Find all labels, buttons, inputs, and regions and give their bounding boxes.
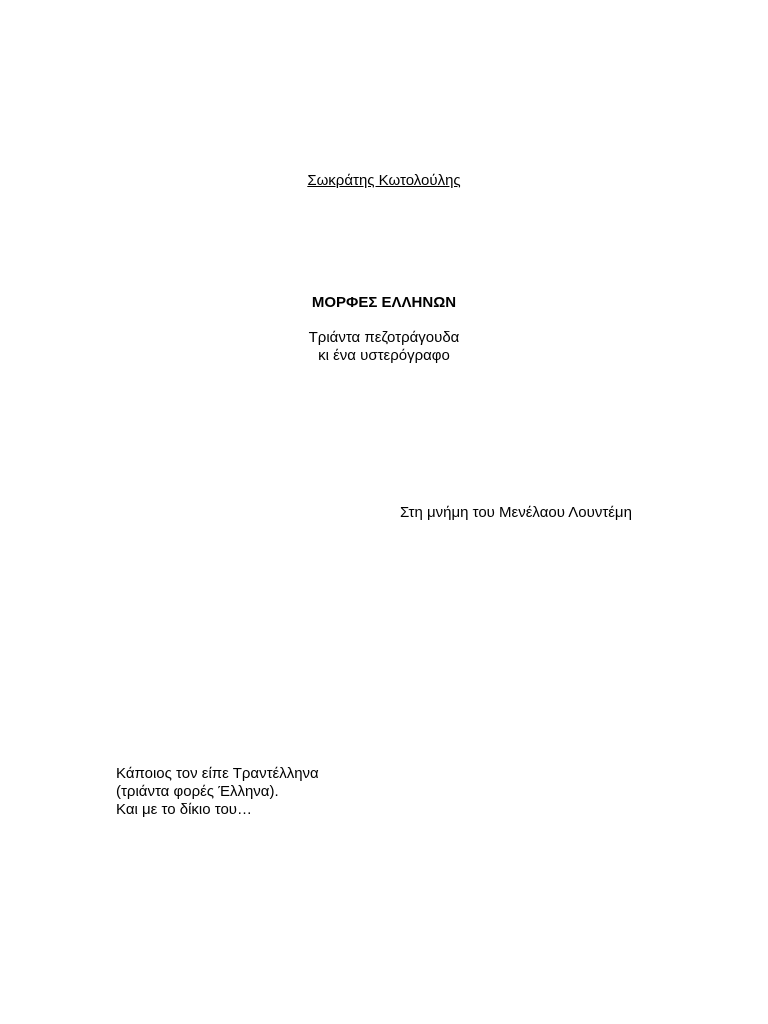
epigraph-line: Κάποιος τον είπε Τραντέλληνα	[116, 765, 319, 782]
author-name: Σωκράτης Κωτολούλης	[307, 172, 461, 189]
book-subtitle	[0, 329, 768, 365]
epigraph	[116, 765, 319, 819]
subtitle-line: Τριάντα πεζοτράγουδα	[308, 329, 460, 346]
subtitle-line: κι ένα υστερόγραφο	[318, 347, 450, 364]
book-title: ΜΟΡΦΕΣ ΕΛΛΗΝΩΝ	[311, 294, 457, 311]
epigraph-line: Και με το δίκιο του…	[116, 801, 252, 818]
dedication: Στη μνήμη του Μενέλαου Λουντέμη	[400, 504, 632, 521]
epigraph-line: (τριάντα φορές Έλληνα).	[116, 783, 279, 800]
